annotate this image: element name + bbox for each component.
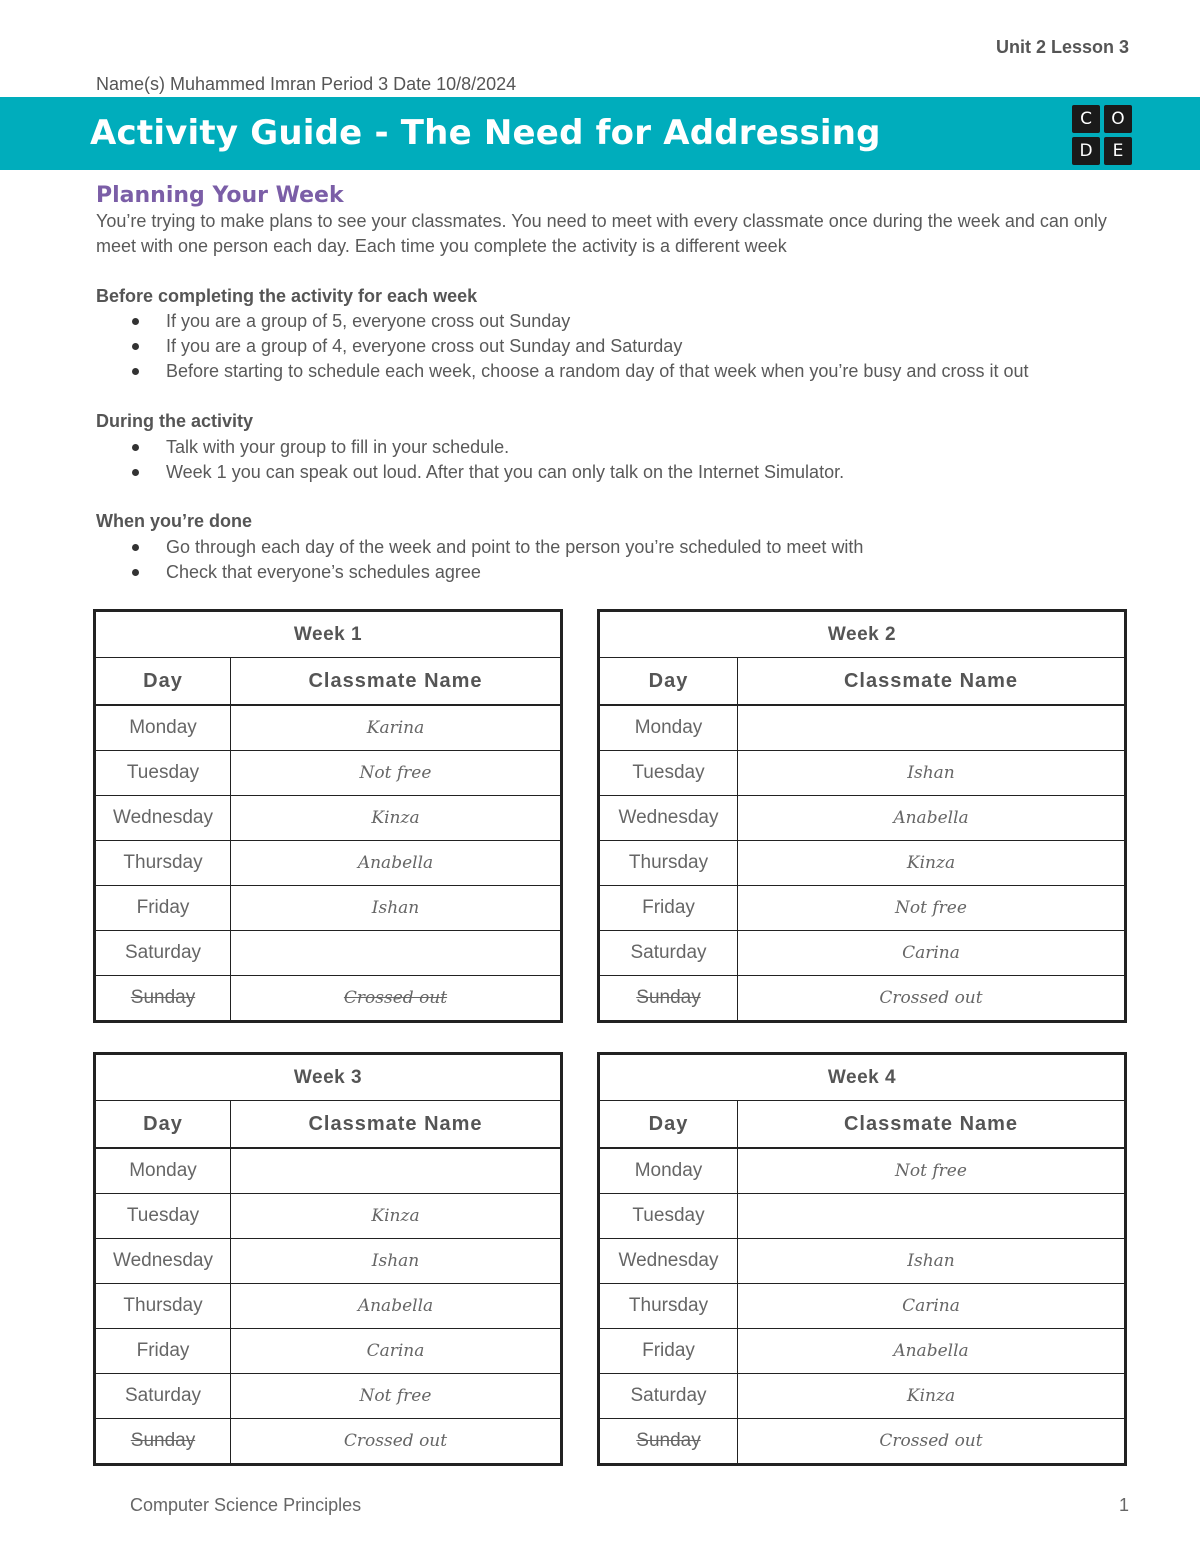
- day-cell: Saturday: [599, 931, 738, 976]
- classmate-name-cell: Karina: [231, 705, 562, 751]
- list-item: [130, 334, 1029, 359]
- bullet-icon: [132, 544, 139, 551]
- table-row: [95, 976, 562, 1022]
- unit-lesson-label: Unit 2 Lesson 3: [995, 37, 1129, 57]
- table-row: [599, 1419, 1126, 1465]
- table-row: [599, 1374, 1126, 1419]
- list-item-text: Talk with your group to fill in your schedule.: [166, 437, 510, 457]
- table-row: [95, 931, 562, 976]
- table-row: [95, 1374, 562, 1419]
- bullet-icon: [132, 368, 139, 375]
- bullet-icon: [132, 343, 139, 350]
- day-cell: Wednesday: [599, 1239, 738, 1284]
- classmate-name-header: Classmate Name: [231, 1101, 562, 1149]
- day-cell: Saturday: [599, 1374, 738, 1419]
- week-1-table: [93, 609, 563, 1023]
- week-title: Week 4: [599, 1054, 1126, 1101]
- table-row: [95, 1284, 562, 1329]
- day-cell: Thursday: [599, 1284, 738, 1329]
- week-title: Week 2: [599, 611, 1126, 658]
- title-banner: [0, 97, 1200, 170]
- classmate-name-cell: Crossed out: [738, 1419, 1126, 1465]
- classmate-name-cell: Crossed out: [231, 976, 562, 1022]
- bullet-icon: [132, 318, 139, 325]
- student-name-line: Name(s) Muhammed Imran Period 3 Date 10/8/2024: [96, 74, 517, 94]
- classmate-name-cell: Ishan: [738, 1239, 1126, 1284]
- table-row: [599, 1239, 1126, 1284]
- day-cell: Thursday: [95, 1284, 231, 1329]
- day-cell: Tuesday: [599, 1194, 738, 1239]
- code-logo-icon: [1070, 103, 1134, 165]
- logo-letter: D: [1072, 137, 1100, 165]
- table-row: [599, 931, 1126, 976]
- table-row: [95, 1239, 562, 1284]
- classmate-name-header: Classmate Name: [738, 1101, 1126, 1149]
- day-header: Day: [95, 658, 231, 706]
- table-row: [95, 1148, 562, 1194]
- bullet-icon: [132, 469, 139, 476]
- classmate-name-cell: Anabella: [738, 796, 1126, 841]
- list-item: [130, 309, 1029, 334]
- day-cell: Sunday: [599, 1419, 738, 1465]
- done-heading: When you’re done: [96, 511, 253, 531]
- table-row: [95, 796, 562, 841]
- day-cell: Sunday: [95, 1419, 231, 1465]
- table-row: [599, 1284, 1126, 1329]
- classmate-name-cell: [231, 931, 562, 976]
- week-2-table: [597, 609, 1127, 1023]
- classmate-name-cell: Crossed out: [738, 976, 1126, 1022]
- day-cell: Monday: [599, 705, 738, 751]
- before-list: [130, 309, 1029, 384]
- footer-course: Computer Science Principles: [130, 1495, 362, 1515]
- classmate-name-cell: Carina: [231, 1329, 562, 1374]
- table-row: [95, 1194, 562, 1239]
- day-cell: Thursday: [95, 841, 231, 886]
- logo-letter: O: [1104, 105, 1132, 133]
- classmate-name-cell: Carina: [738, 931, 1126, 976]
- day-cell: Tuesday: [95, 1194, 231, 1239]
- week-title: Week 1: [95, 611, 562, 658]
- list-item: [130, 435, 844, 460]
- classmate-name-cell: Anabella: [738, 1329, 1126, 1374]
- list-item-text: If you are a group of 4, everyone cross out Sunday and Saturday: [166, 336, 683, 356]
- classmate-name-cell: Anabella: [231, 1284, 562, 1329]
- classmate-name-header: Classmate Name: [231, 658, 562, 706]
- table-row: [95, 886, 562, 931]
- bullet-icon: [132, 444, 139, 451]
- table-row: [95, 1419, 562, 1465]
- classmate-name-cell: Kinza: [738, 1374, 1126, 1419]
- page-number: 1: [1119, 1495, 1130, 1515]
- classmate-name-cell: [738, 705, 1126, 751]
- classmate-name-header: Classmate Name: [738, 658, 1126, 706]
- day-cell: Wednesday: [95, 796, 231, 841]
- before-heading: Before completing the activity for each week: [96, 286, 478, 306]
- list-item-text: Go through each day of the week and point to the person you’re scheduled to meet with: [166, 537, 864, 557]
- list-item-text: If you are a group of 5, everyone cross out Sunday: [166, 311, 571, 331]
- classmate-name-cell: Not free: [231, 751, 562, 796]
- intro-paragraph: You’re trying to make plans to see your classmates. You need to meet with every classmate once during the week and can only meet with one person each day. Each time you complete the activity is a different week: [96, 211, 1107, 256]
- classmate-name-cell: Ishan: [231, 886, 562, 931]
- day-header: Day: [599, 1101, 738, 1149]
- during-heading: During the activity: [96, 411, 254, 431]
- table-row: [599, 1194, 1126, 1239]
- section-title: Planning Your Week: [96, 183, 344, 208]
- table-row: [95, 705, 562, 751]
- day-cell: Tuesday: [599, 751, 738, 796]
- table-row: [599, 976, 1126, 1022]
- day-cell: Saturday: [95, 931, 231, 976]
- table-row: [599, 886, 1126, 931]
- list-item: [130, 535, 863, 560]
- classmate-name-cell: Kinza: [738, 841, 1126, 886]
- day-cell: Sunday: [95, 976, 231, 1022]
- table-row: [599, 751, 1126, 796]
- day-cell: Wednesday: [95, 1239, 231, 1284]
- list-item-text: Check that everyone’s schedules agree: [166, 562, 481, 582]
- classmate-name-cell: Kinza: [231, 796, 562, 841]
- during-list: [130, 435, 844, 485]
- table-row: [599, 1148, 1126, 1194]
- day-cell: Tuesday: [95, 751, 231, 796]
- week-4-table: [597, 1052, 1127, 1466]
- list-item-text: Before starting to schedule each week, choose a random day of that week when you’re busy and cross it out: [166, 361, 1029, 381]
- classmate-name-cell: Crossed out: [231, 1419, 562, 1465]
- table-row: [95, 1329, 562, 1374]
- day-cell: Monday: [599, 1148, 738, 1194]
- table-row: [95, 751, 562, 796]
- bullet-icon: [132, 569, 139, 576]
- classmate-name-cell: Kinza: [231, 1194, 562, 1239]
- classmate-name-cell: Ishan: [738, 751, 1126, 796]
- classmate-name-cell: Ishan: [231, 1239, 562, 1284]
- day-cell: Friday: [599, 886, 738, 931]
- classmate-name-cell: Anabella: [231, 841, 562, 886]
- day-cell: Wednesday: [599, 796, 738, 841]
- week-title: Week 3: [95, 1054, 562, 1101]
- list-item: [130, 460, 844, 485]
- classmate-name-cell: Carina: [738, 1284, 1126, 1329]
- day-cell: Thursday: [599, 841, 738, 886]
- table-row: [95, 841, 562, 886]
- day-cell: Friday: [95, 1329, 231, 1374]
- classmate-name-cell: Not free: [231, 1374, 562, 1419]
- list-item: [130, 560, 863, 585]
- day-cell: Sunday: [599, 976, 738, 1022]
- day-cell: Friday: [95, 886, 231, 931]
- day-cell: Monday: [95, 1148, 231, 1194]
- day-cell: Monday: [95, 705, 231, 751]
- day-cell: Saturday: [95, 1374, 231, 1419]
- day-cell: Friday: [599, 1329, 738, 1374]
- done-list: [130, 535, 863, 585]
- day-header: Day: [95, 1101, 231, 1149]
- table-row: [599, 705, 1126, 751]
- list-item-text: Week 1 you can speak out loud. After that you can only talk on the Internet Simulator.: [166, 462, 845, 482]
- table-row: [599, 796, 1126, 841]
- classmate-name-cell: [231, 1148, 562, 1194]
- week-3-table: [93, 1052, 563, 1466]
- logo-letter: C: [1072, 105, 1100, 133]
- list-item: [130, 359, 1029, 384]
- logo-letter: E: [1104, 137, 1132, 165]
- table-row: [599, 1329, 1126, 1374]
- classmate-name-cell: Not free: [738, 1148, 1126, 1194]
- day-header: Day: [599, 658, 738, 706]
- table-row: [599, 841, 1126, 886]
- classmate-name-cell: Not free: [738, 886, 1126, 931]
- page-title: Activity Guide - The Need for Addressing: [90, 113, 881, 153]
- classmate-name-cell: [738, 1194, 1126, 1239]
